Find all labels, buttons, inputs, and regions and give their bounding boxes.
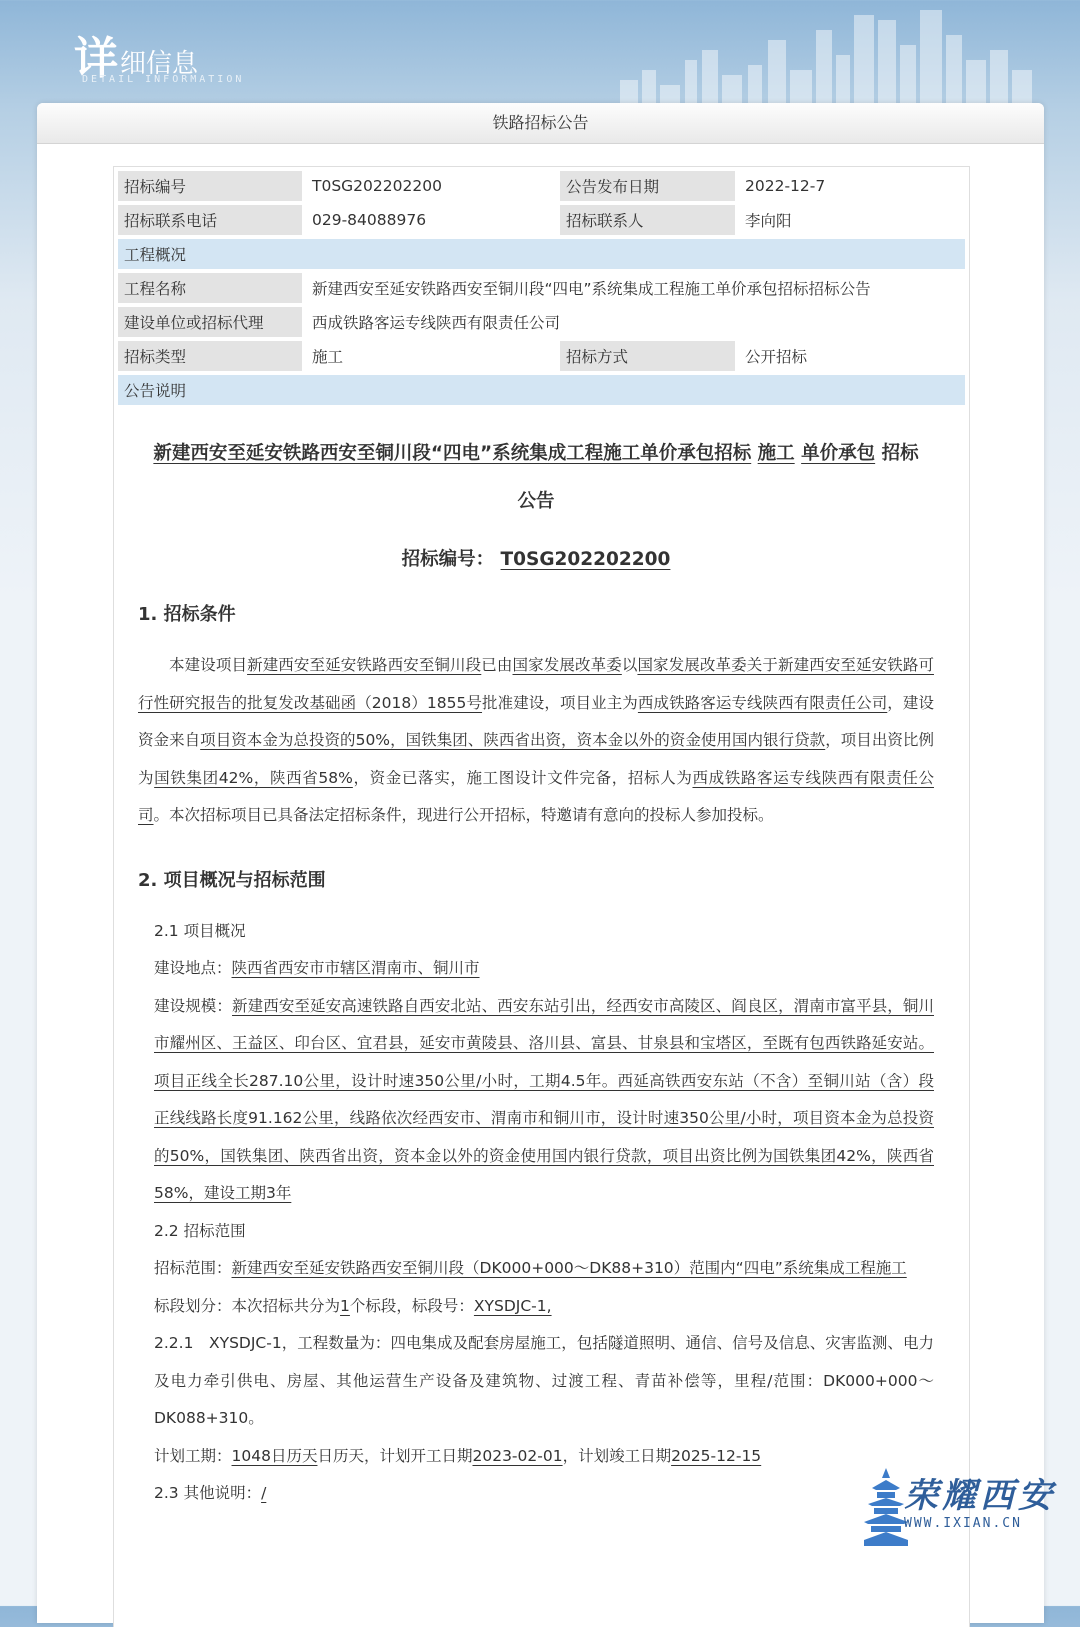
panel-title: 铁路招标公告 bbox=[37, 103, 1044, 144]
type-label: 招标类型 bbox=[118, 341, 302, 371]
segment-count: 1 bbox=[340, 1296, 350, 1315]
s1-ratio: 国铁集团42%，陕西省58% bbox=[154, 768, 353, 787]
table-row bbox=[118, 239, 965, 269]
title-part4: 招标 bbox=[881, 443, 919, 464]
plan-label: 计划工期： bbox=[154, 1446, 232, 1465]
plan-text: 日历天，计划开工日期 bbox=[317, 1446, 473, 1465]
notice-section-header: 公告说明 bbox=[118, 375, 965, 405]
plan-text: ，计划竣工日期 bbox=[562, 1446, 672, 1465]
logo-rest-text: 细信息 bbox=[120, 49, 199, 79]
skyline-decoration bbox=[610, 10, 1040, 110]
overview-section-header: 工程概况 bbox=[118, 239, 965, 269]
doc-code-line bbox=[138, 545, 934, 571]
range-line bbox=[138, 1250, 934, 1288]
segment-label: 标段划分： bbox=[154, 1296, 232, 1315]
bid-no-value: T0SG202202200 bbox=[306, 171, 556, 201]
pub-date-label: 公告发布日期 bbox=[560, 171, 735, 201]
content-box bbox=[113, 166, 970, 1627]
s1-funding: 项目资本金为总投资的50%，国铁集团、陕西省出资，资本金以外的资金使用国内银行贷款 bbox=[200, 731, 826, 749]
brand-name: 荣耀西安 bbox=[904, 1476, 1056, 1516]
s1-text: 批准建设，项目业主为 bbox=[482, 693, 638, 712]
s23-label: 2.3 其他说明： bbox=[154, 1484, 262, 1502]
table-row bbox=[118, 341, 965, 371]
table-row bbox=[118, 171, 965, 201]
code-label: 招标编号： bbox=[401, 549, 495, 570]
table-row bbox=[118, 307, 965, 337]
title-part2: 施工 bbox=[757, 443, 795, 464]
segment-line bbox=[138, 1288, 934, 1326]
s1-approver: 国家发展改革委 bbox=[512, 656, 622, 674]
title-part3: 单价承包 bbox=[801, 443, 876, 464]
method-value: 公开招标 bbox=[739, 341, 965, 371]
s23-value: / bbox=[261, 1484, 267, 1502]
s1-text: 本建设项目 bbox=[169, 656, 248, 674]
plan-end-date: 2025-12-15 bbox=[671, 1446, 762, 1465]
s1-text: ，资金已落实，施工图设计文件完备，招标人为 bbox=[352, 768, 693, 787]
code-value: T0SG202202200 bbox=[500, 549, 671, 570]
section1-heading: 1. 招标条件 bbox=[138, 604, 236, 625]
segment-text: 本次招标共分为 bbox=[231, 1296, 341, 1315]
s1-text: 已由 bbox=[481, 656, 513, 674]
segment-id: XYSDJC-1, bbox=[473, 1296, 552, 1315]
s23-line bbox=[138, 1475, 934, 1513]
s22-heading: 2.2 招标范围 bbox=[154, 1221, 246, 1240]
brand-watermark bbox=[864, 1460, 1074, 1570]
contact-value: 李向阳 bbox=[739, 205, 965, 235]
location-value: 陕西省西安市市辖区渭南市、铜川市 bbox=[231, 959, 480, 977]
range-label: 招标范围： bbox=[154, 1259, 232, 1277]
project-name-label: 工程名称 bbox=[118, 273, 302, 303]
title-part1: 新建西安至延安铁路西安至铜川段“四电”系统集成工程施工单价承包招标 bbox=[153, 443, 752, 464]
notice-document bbox=[138, 419, 934, 1513]
project-name-value: 新建西安至延安铁路西安至铜川段“四电”系统集成工程施工单价承包招标招标公告 bbox=[306, 273, 965, 303]
s1-approval-doc: 国家发展改革委关于新建西安至延安铁路可行性研究报告的批复发改基础函（2018）1855号 bbox=[138, 656, 934, 712]
unit-label: 建设单位或招标代理 bbox=[118, 307, 302, 337]
s221-line: 2.2.1 XYSDJC-1，工程数量为：四电集成及配套房屋施工，包括隧道照明、通信、信号及信息、灾害监测、电力及电力牵引供电、房屋、其他运营生产设备及建筑物、过渡工程、青苗补偿等，里程/范围：DK000+000～DK088+310。 bbox=[154, 1334, 934, 1427]
doc-title bbox=[138, 430, 934, 526]
plan-start-date: 2023-02-01 bbox=[472, 1446, 563, 1465]
logo-big-char: 详 bbox=[74, 33, 120, 84]
s1-tenderer: 西成铁路客运专线陕西有限责任公司 bbox=[138, 768, 934, 824]
info-table bbox=[114, 167, 969, 409]
s1-text: ，项目出资比例为 bbox=[138, 731, 934, 787]
phone-value: 029-84088976 bbox=[306, 205, 556, 235]
table-row bbox=[118, 375, 965, 405]
type-value: 施工 bbox=[306, 341, 556, 371]
scale-label: 建设规模： bbox=[154, 996, 233, 1015]
segment-text: 个标段，标段号： bbox=[349, 1296, 474, 1315]
location-label: 建设地点： bbox=[154, 959, 232, 977]
pub-date-value: 2022-12-7 bbox=[739, 171, 965, 201]
section2-heading: 2. 项目概况与招标范围 bbox=[138, 869, 326, 891]
bid-no-label: 招标编号 bbox=[118, 171, 302, 201]
contact-label: 招标联系人 bbox=[560, 205, 735, 235]
s1-project: 新建西安至延安铁路西安至铜川段 bbox=[247, 656, 482, 674]
plan-line bbox=[138, 1438, 934, 1476]
scale-line bbox=[138, 988, 934, 1213]
location-line bbox=[138, 950, 934, 988]
plan-days: 1048日历天 bbox=[231, 1446, 318, 1465]
title-line2: 公告 bbox=[517, 491, 555, 512]
table-row bbox=[118, 273, 965, 303]
detail-panel bbox=[37, 103, 1044, 1623]
s1-text: 以 bbox=[621, 656, 638, 674]
scale-value: 新建西安至延安高速铁路自西安北站、西安东站引出，经西安市高陵区、阎良区，渭南市富平县，铜川市耀州区、王益区、印台区、宜君县，延安市黄陵县、洛川县、富县、甘泉县和宝塔区，至既有包西铁路延安站。项目正线全长287.10公里，设计时速350公里/小时，工期4.5年。西延高铁西安东站（不含）至铜川站（含）段正线线路长度91.162公里，线路依次经西安市、渭南市和铜川市，设计时速350公里/小时，项目资本金为总投资的50%，国铁集团、陕西省出资，资本金以外的资金使用国内银行贷款，项目出资比例为国铁集团42%，陕西省58%，建设工期3年 bbox=[154, 996, 934, 1202]
s1-owner: 西成铁路客运专线陕西有限责任公司 bbox=[637, 693, 888, 712]
logo-english: DETAIL INFORMATION bbox=[82, 74, 245, 85]
unit-value: 西成铁路客运专线陕西有限责任公司 bbox=[306, 307, 965, 337]
detail-info-logo bbox=[74, 22, 245, 86]
method-label: 招标方式 bbox=[560, 341, 735, 371]
pagoda-icon bbox=[864, 1468, 908, 1548]
s1-text: 。本次招标项目已具备法定招标条件，现进行公开招标，特邀请有意向的投标人参加投标。 bbox=[153, 806, 774, 824]
phone-label: 招标联系电话 bbox=[118, 205, 302, 235]
s21-heading: 2.1 项目概况 bbox=[154, 921, 246, 940]
section1-paragraph bbox=[138, 647, 934, 835]
s1-text: ，建设资金来自 bbox=[138, 693, 934, 749]
table-row bbox=[118, 205, 965, 235]
brand-url: WWW.IXIAN.CN bbox=[904, 1516, 1022, 1531]
range-value: 新建西安至延安铁路西安至铜川段（DK000+000～DK88+310）范围内“四电”系统集成工程施工 bbox=[231, 1259, 907, 1277]
